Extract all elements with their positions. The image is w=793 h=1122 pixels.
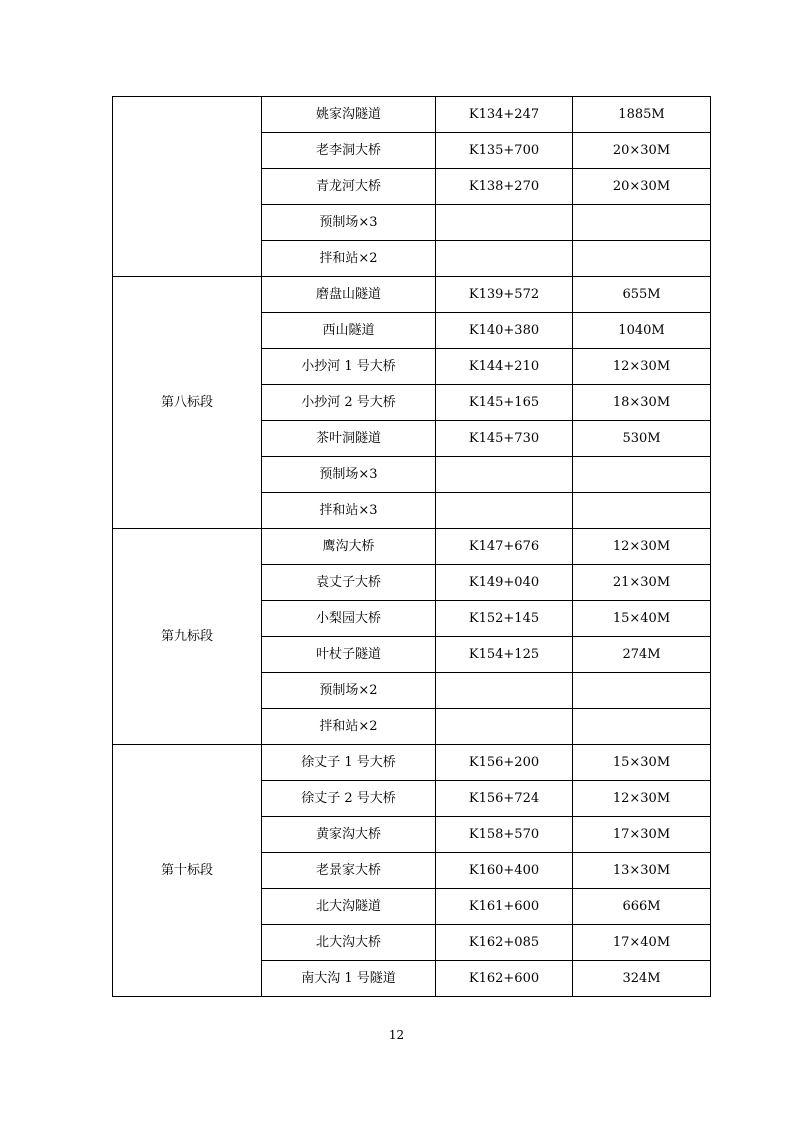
size-cell: 18×30M xyxy=(573,385,711,421)
station-cell xyxy=(436,241,573,277)
works-table xyxy=(112,96,711,997)
size-cell: 666M xyxy=(573,889,711,925)
section-cell: 第八标段 xyxy=(113,277,262,529)
work-name-cell: 徐丈子 1 号大桥 xyxy=(262,745,436,781)
station-cell: K149+040 xyxy=(436,565,573,601)
work-name-cell: 北大沟隧道 xyxy=(262,889,436,925)
station-cell: K158+570 xyxy=(436,817,573,853)
work-name-cell: 袁丈子大桥 xyxy=(262,565,436,601)
work-name-cell: 小梨园大桥 xyxy=(262,601,436,637)
size-cell: 17×40M xyxy=(573,925,711,961)
work-name-cell: 茶叶洞隧道 xyxy=(262,421,436,457)
size-cell xyxy=(573,205,711,241)
work-name-cell: 拌和站×2 xyxy=(262,709,436,745)
work-name-cell: 老景家大桥 xyxy=(262,853,436,889)
station-cell: K145+165 xyxy=(436,385,573,421)
size-cell: 21×30M xyxy=(573,565,711,601)
work-name-cell: 预制场×3 xyxy=(262,205,436,241)
size-cell: 12×30M xyxy=(573,529,711,565)
size-cell: 1885M xyxy=(573,97,711,133)
station-cell xyxy=(436,457,573,493)
station-cell: K156+724 xyxy=(436,781,573,817)
work-name-cell: 老李洞大桥 xyxy=(262,133,436,169)
table-row xyxy=(113,745,711,781)
station-cell: K156+200 xyxy=(436,745,573,781)
size-cell: 324M xyxy=(573,961,711,997)
work-name-cell: 北大沟大桥 xyxy=(262,925,436,961)
section-cell: 第九标段 xyxy=(113,529,262,745)
size-cell xyxy=(573,673,711,709)
size-cell: 530M xyxy=(573,421,711,457)
section-cell: 第十标段 xyxy=(113,745,262,997)
size-cell xyxy=(573,457,711,493)
size-cell: 20×30M xyxy=(573,169,711,205)
work-name-cell: 叶杖子隧道 xyxy=(262,637,436,673)
work-name-cell: 小抄河 2 号大桥 xyxy=(262,385,436,421)
station-cell xyxy=(436,205,573,241)
station-cell: K138+270 xyxy=(436,169,573,205)
size-cell: 17×30M xyxy=(573,817,711,853)
station-cell: K147+676 xyxy=(436,529,573,565)
size-cell: 1040M xyxy=(573,313,711,349)
work-name-cell: 拌和站×3 xyxy=(262,493,436,529)
work-name-cell: 拌和站×2 xyxy=(262,241,436,277)
station-cell: K154+125 xyxy=(436,637,573,673)
work-name-cell: 鹰沟大桥 xyxy=(262,529,436,565)
size-cell xyxy=(573,493,711,529)
work-name-cell: 徐丈子 2 号大桥 xyxy=(262,781,436,817)
table-row xyxy=(113,277,711,313)
station-cell: K161+600 xyxy=(436,889,573,925)
work-name-cell: 青龙河大桥 xyxy=(262,169,436,205)
work-name-cell: 姚家沟隧道 xyxy=(262,97,436,133)
station-cell: K145+730 xyxy=(436,421,573,457)
size-cell xyxy=(573,241,711,277)
station-cell xyxy=(436,709,573,745)
size-cell: 12×30M xyxy=(573,349,711,385)
station-cell xyxy=(436,673,573,709)
station-cell: K144+210 xyxy=(436,349,573,385)
section-cell xyxy=(113,97,262,277)
works-table-body xyxy=(113,97,711,997)
size-cell: 15×30M xyxy=(573,745,711,781)
size-cell: 13×30M xyxy=(573,853,711,889)
work-name-cell: 西山隧道 xyxy=(262,313,436,349)
size-cell: 20×30M xyxy=(573,133,711,169)
station-cell: K152+145 xyxy=(436,601,573,637)
size-cell: 15×40M xyxy=(573,601,711,637)
station-cell: K160+400 xyxy=(436,853,573,889)
size-cell: 274M xyxy=(573,637,711,673)
table-row xyxy=(113,97,711,133)
work-name-cell: 小抄河 1 号大桥 xyxy=(262,349,436,385)
size-cell: 12×30M xyxy=(573,781,711,817)
work-name-cell: 预制场×3 xyxy=(262,457,436,493)
station-cell: K162+600 xyxy=(436,961,573,997)
work-name-cell: 磨盘山隧道 xyxy=(262,277,436,313)
station-cell: K140+380 xyxy=(436,313,573,349)
station-cell xyxy=(436,493,573,529)
page-number: 12 xyxy=(388,1028,405,1042)
station-cell: K139+572 xyxy=(436,277,573,313)
size-cell xyxy=(573,709,711,745)
station-cell: K134+247 xyxy=(436,97,573,133)
table-row xyxy=(113,529,711,565)
work-name-cell: 预制场×2 xyxy=(262,673,436,709)
size-cell: 655M xyxy=(573,277,711,313)
work-name-cell: 南大沟 1 号隧道 xyxy=(262,961,436,997)
station-cell: K162+085 xyxy=(436,925,573,961)
work-name-cell: 黄家沟大桥 xyxy=(262,817,436,853)
station-cell: K135+700 xyxy=(436,133,573,169)
